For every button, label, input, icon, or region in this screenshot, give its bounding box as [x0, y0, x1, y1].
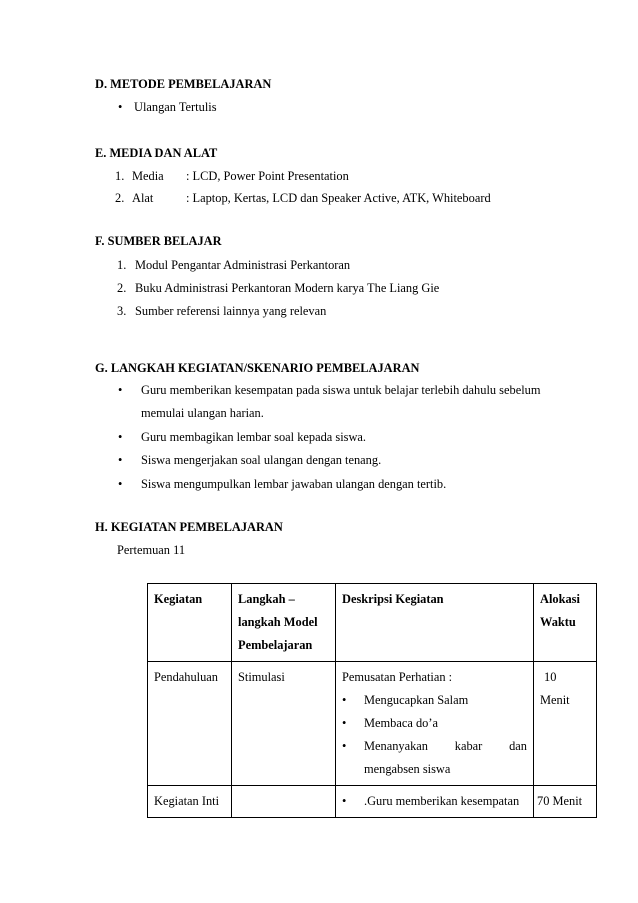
cell-deskripsi: Pemusatan Perhatian : • Mengucapkan Salam • Membaca do’a • Menanyakan kabar dan mengabsen siswa: [336, 662, 534, 786]
bullet-icon: •: [342, 693, 347, 707]
section-h-heading: H. KEGIATAN PEMBELAJARAN: [95, 520, 283, 534]
section-d-heading: D. METODE PEMBELAJARAN: [95, 77, 272, 91]
section-g-item: Siswa mengerjakan soal ulangan dengan tenang.: [141, 453, 382, 467]
header-langkah: Langkah – langkah Model Pembelajaran: [232, 584, 336, 662]
header-kegiatan: Kegiatan: [148, 584, 232, 662]
cell-alokasi: 10 Menit: [534, 662, 597, 786]
section-g-heading: G. LANGKAH KEGIATAN/SKENARIO PEMBELAJARAN: [95, 361, 420, 375]
meeting-subtitle: Pertemuan 11: [117, 543, 186, 557]
cell-deskripsi: • .Guru memberikan kesempatan: [336, 786, 534, 818]
cell-kegiatan: Pendahuluan: [148, 662, 232, 786]
section-e-label: Alat: [132, 191, 154, 205]
section-e-label: Media: [132, 169, 164, 183]
header-deskripsi: Deskripsi Kegiatan: [336, 584, 534, 662]
section-g-item-cont: memulai ulangan harian.: [141, 406, 264, 420]
section-d-item: Ulangan Tertulis: [134, 100, 217, 114]
section-f-item: Sumber referensi lainnya yang relevan: [135, 304, 327, 318]
bullet-icon: •: [342, 739, 347, 753]
section-g-item: Guru memberikan kesempatan pada siswa untuk belajar terlebih dahulu sebelum: [141, 383, 541, 397]
section-f-heading: F. SUMBER BELAJAR: [95, 234, 222, 248]
section-e-heading: E. MEDIA DAN ALAT: [95, 146, 218, 160]
section-e-value: : LCD, Power Point Presentation: [186, 169, 349, 183]
cell-langkah: Stimulasi: [232, 662, 336, 786]
section-f-item: Modul Pengantar Administrasi Perkantoran: [135, 258, 351, 272]
section-g-item: Guru membagikan lembar soal kepada siswa.: [141, 430, 367, 444]
section-f-item: Buku Administrasi Perkantoran Modern karya The Liang Gie: [135, 281, 440, 295]
section-e-num: 2.: [115, 191, 125, 205]
bullet-icon: •: [118, 453, 123, 467]
section-f-num: 3.: [117, 304, 127, 318]
bullet-icon: •: [342, 794, 347, 808]
bullet-icon: •: [118, 100, 123, 114]
header-alokasi: Alokasi Waktu: [534, 584, 597, 662]
section-f-num: 2.: [117, 281, 127, 295]
section-g-item: Siswa mengumpulkan lembar jawaban ulangan dengan tertib.: [141, 477, 447, 491]
section-f-num: 1.: [117, 258, 127, 272]
table-row: [148, 786, 597, 818]
bullet-icon: •: [342, 716, 347, 730]
cell-kegiatan: Kegiatan Inti: [148, 786, 232, 818]
section-e-num: 1.: [115, 169, 125, 183]
bullet-icon: •: [118, 383, 123, 397]
bullet-icon: •: [118, 430, 123, 444]
cell-langkah: [232, 786, 336, 818]
cell-alokasi: 70 Menit: [534, 786, 597, 818]
table-row: [148, 662, 597, 786]
table-header-row: [148, 584, 597, 662]
bullet-icon: •: [118, 477, 123, 491]
lesson-activity-table: [147, 583, 597, 818]
section-e-value: : Laptop, Kertas, LCD dan Speaker Active, ATK, Whiteboard: [186, 191, 491, 205]
